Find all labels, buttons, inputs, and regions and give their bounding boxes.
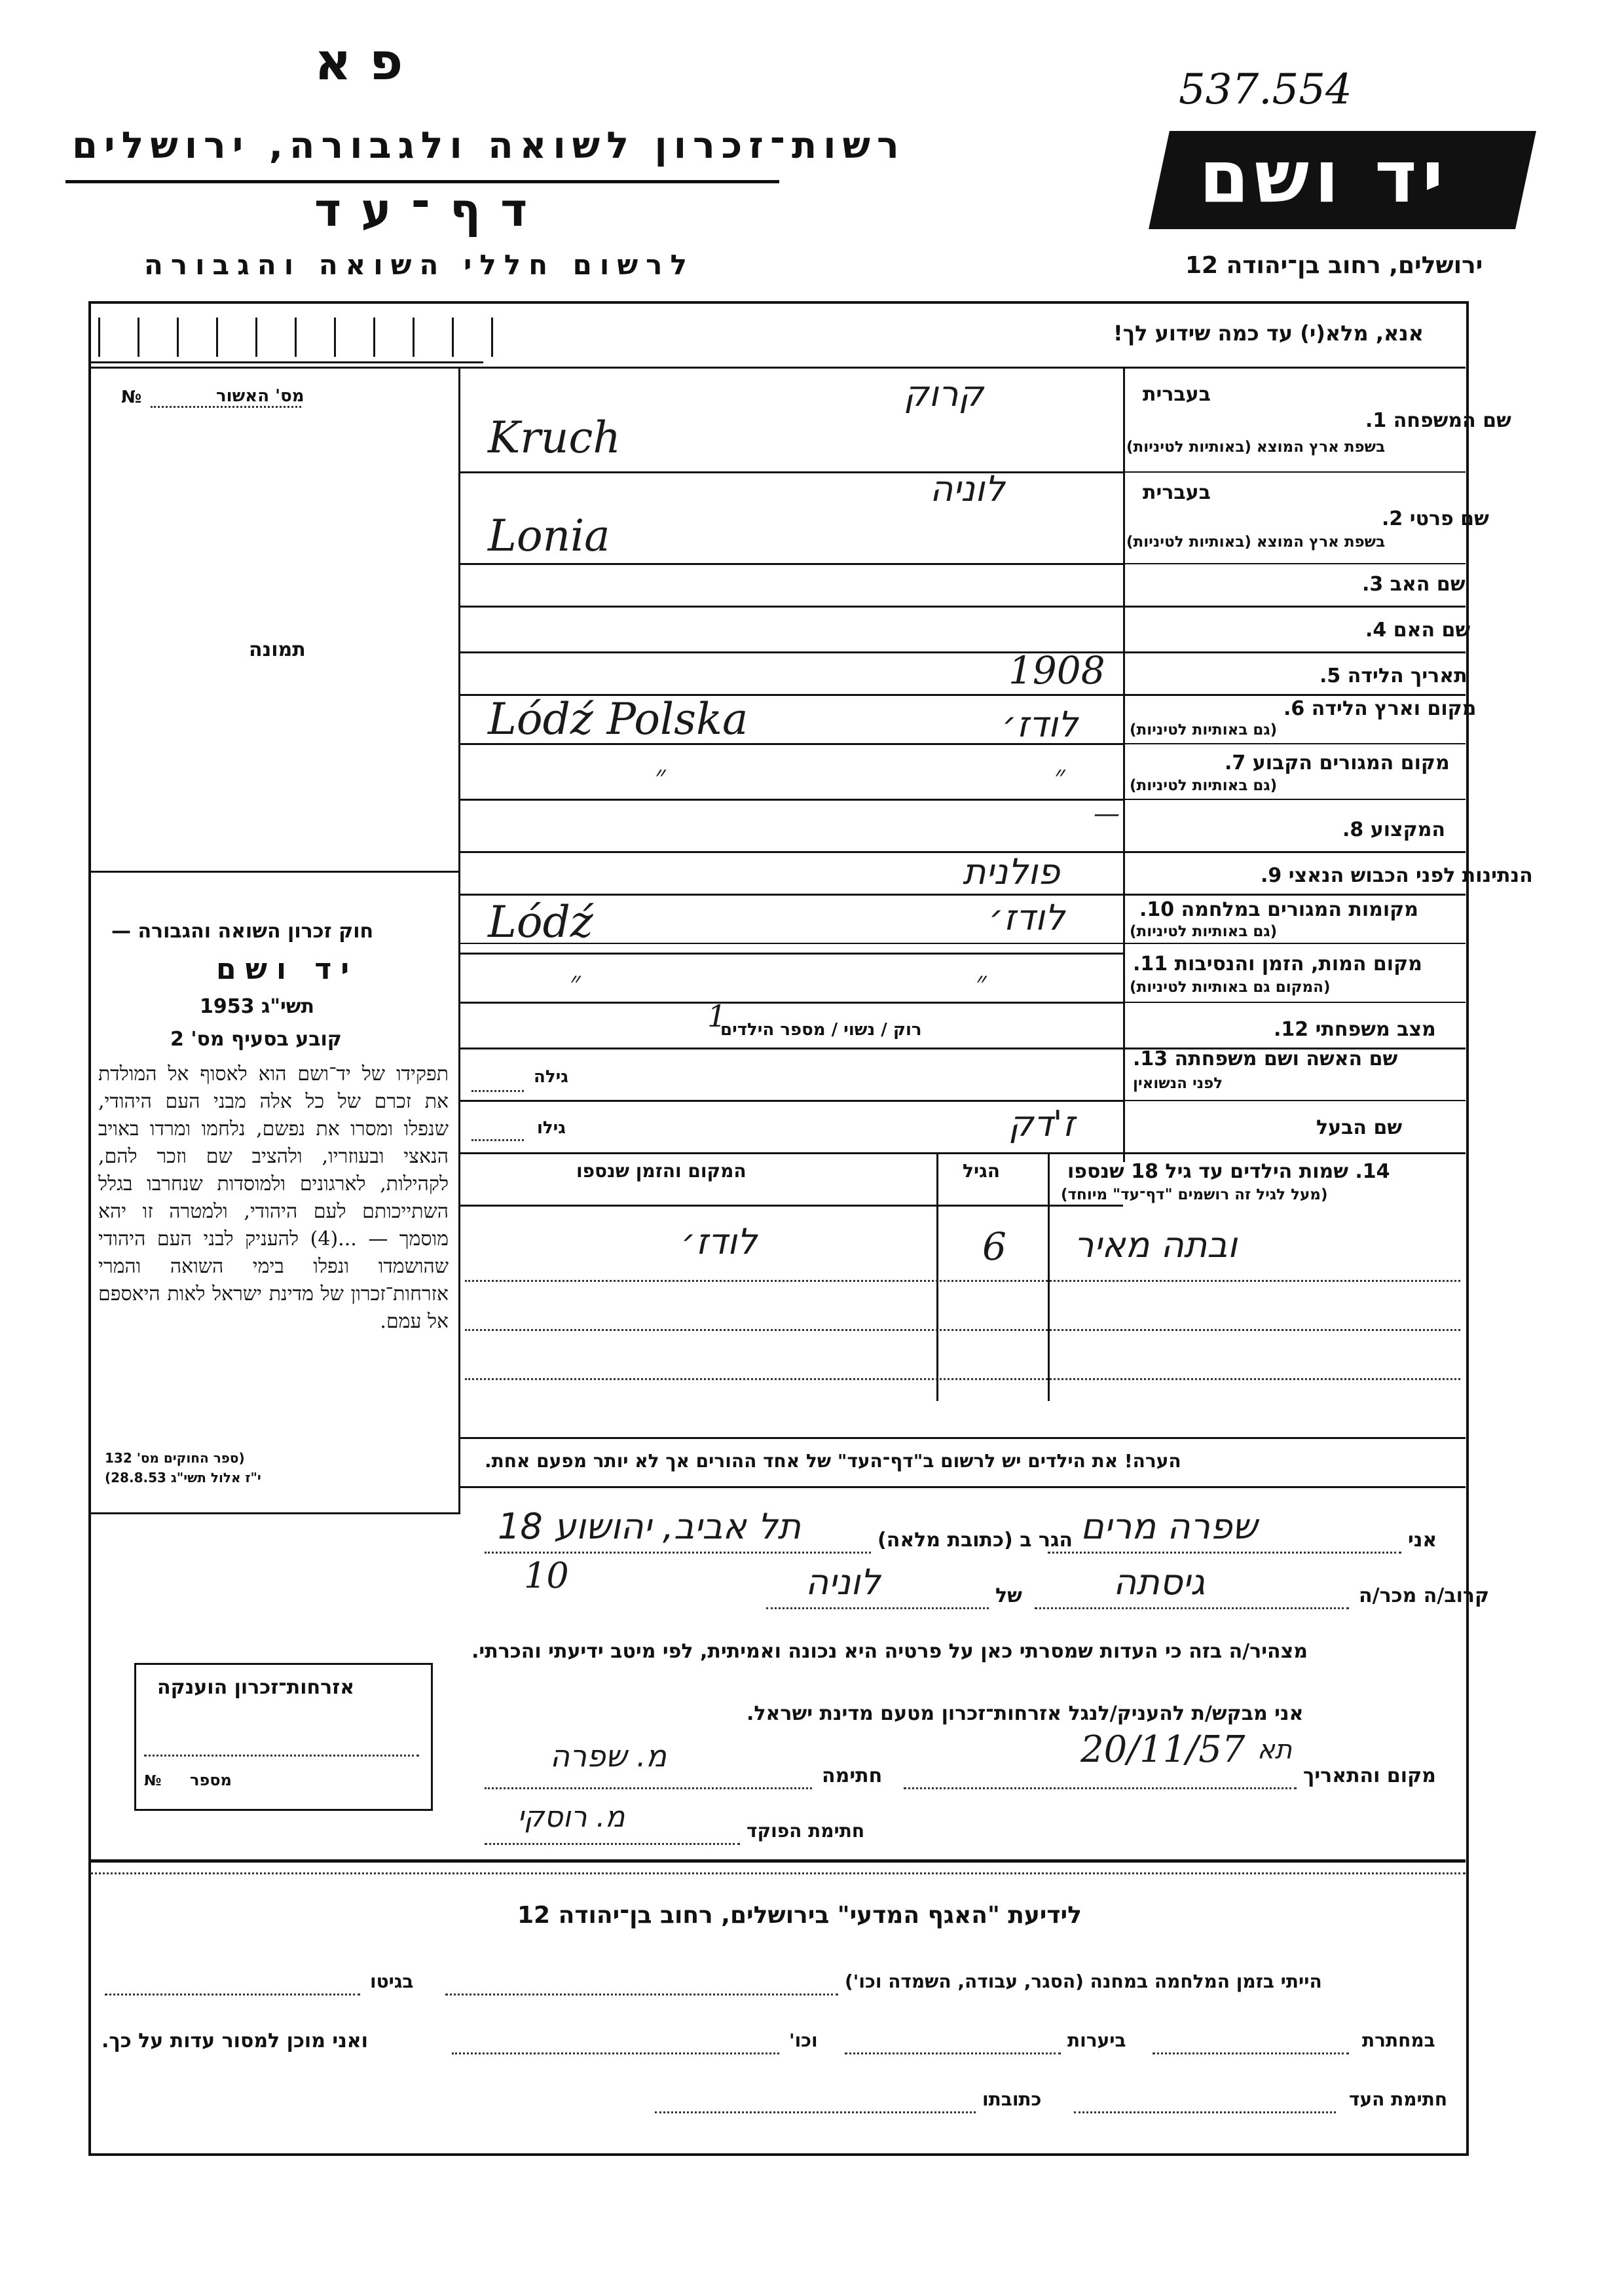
- logo-text: יד ושם: [1199, 135, 1449, 219]
- footer-forests: ביערות: [1067, 2030, 1126, 2051]
- decl-signature: חתימה: [822, 1764, 883, 1787]
- hw-death-mark2: ״: [976, 966, 987, 999]
- decl-request: אני מבקש/ת להעניק/לנגל אזרחות־זכרון מטעם מדינת ישראל.: [747, 1702, 1304, 1725]
- decl-declare: מצהיר/ה בזה כי העדות שמסרתי כאן על פרטיה היא נכונה ואמיתית, לפי מיטב ידיעתי והכרתי.: [471, 1640, 1308, 1663]
- husband-label: שם הבעל: [1316, 1116, 1403, 1139]
- hw-date: 20/11/57: [1080, 1728, 1246, 1771]
- children-age-col: הגיל: [963, 1160, 1000, 1182]
- citizenship-number-label: מספר: [190, 1771, 232, 1789]
- hw-officer-sign: מ. רוסקי: [517, 1800, 625, 1834]
- hw-birth-place-he: לודז׳: [1002, 704, 1079, 745]
- decl-officer: חתימת הפוקד: [747, 1820, 865, 1842]
- note: הערה! את הילדים יש לרשום ב"דף־העד" של אחד ההורים אך לא יותר מפעם אחת.: [485, 1450, 1181, 1472]
- footer-underground: במחתרת: [1362, 2030, 1435, 2051]
- field-4-label: שם האם 4.: [1365, 619, 1471, 642]
- footer-address: כתובתו: [982, 2088, 1042, 2110]
- footer-title: לידיעת "האגף המדעי" בירושלים, רחוב בן־יהודה 12: [517, 1902, 1082, 1929]
- field-2-sub: בשפת ארץ המוצא (באותיות לטיניות): [1126, 534, 1386, 551]
- field-1-label: שם המשפחה 1.: [1365, 409, 1511, 432]
- hw-of-name: לוניה: [805, 1561, 881, 1603]
- field-13-sub: לפני הנשואין: [1133, 1075, 1223, 1092]
- authority-line: רשות־זכרון לשואה ולגבורה, ירושלים: [72, 124, 906, 167]
- archive-number: 537.554: [1179, 65, 1352, 114]
- field-13-label: שם האשה ושם משפחתה 13.: [1133, 1048, 1398, 1070]
- hw-relation: גיסתה: [1113, 1561, 1206, 1603]
- hw-wartime-he: לודז׳: [989, 897, 1065, 938]
- hw-child-age: 6: [982, 1224, 1006, 1269]
- hw-death-mark: ״: [570, 966, 581, 999]
- field-6-label: מקום וארץ הלידה 6.: [1283, 697, 1477, 720]
- age-label-m: גילו: [537, 1118, 566, 1138]
- hw-surname-he: קרוק: [904, 373, 984, 414]
- field-5-label: תאריך הלידה 5.: [1320, 665, 1467, 687]
- field-12-label: מצב משפחתי 12.: [1274, 1018, 1436, 1041]
- field-8-label: המקצוע 8.: [1342, 818, 1446, 841]
- hw-nationality: פולנית: [963, 851, 1060, 892]
- instruction: אנא, מלא(י) עד כמה שידוע לך!: [1113, 321, 1424, 346]
- decl-place-date: מקום והתאריך: [1303, 1764, 1436, 1787]
- field-10-label: מקומות המגורים במלחמה 10.: [1139, 898, 1418, 921]
- children-place-col: המקום והזמן שנספו: [576, 1160, 747, 1182]
- hw-surname-latin: Kruch: [488, 412, 621, 463]
- law-title: חוק זכרון השואה והגבורה —: [111, 920, 374, 943]
- decl-residing: הגר ב (כתובת מלאה): [877, 1529, 1073, 1552]
- hw-witness-address: תל אביב, יהושוע 18: [498, 1506, 802, 1547]
- children-title: 14. שמות הילדים עד גיל 18 שנספו: [1067, 1160, 1390, 1183]
- hw-birth-year: 1908: [1008, 648, 1105, 693]
- marital-options: רוק / נשוי / מספר הילדים: [720, 1020, 922, 1040]
- law-source: (ספר החוקים מס' 132: [105, 1450, 245, 1466]
- hw-occupation: —: [1094, 799, 1120, 829]
- decl-i: אני: [1408, 1529, 1437, 1552]
- hw-wartime-latin: Lódź: [488, 897, 593, 947]
- hw-husband: ז'דק: [1008, 1103, 1075, 1144]
- header-address: ירושלים, רחוב בן־יהודה 12: [1185, 252, 1483, 279]
- footer-witness-sign: חתימת העד: [1349, 2088, 1448, 2110]
- field-2-label: שם פרטי 2.: [1382, 507, 1489, 530]
- field-7-label: מקום המגורים הקבוע 7.: [1225, 752, 1450, 774]
- approval-number: №: [121, 388, 142, 407]
- photo-label: תמונה: [249, 638, 306, 661]
- hw-first-he: לוניה: [930, 468, 1005, 509]
- field-6-sub: (גם באותיות לטיניות): [1130, 721, 1278, 738]
- form-title: דף־עד: [314, 183, 547, 237]
- field-7-sub: (גם באותיות לטיניות): [1130, 777, 1278, 794]
- field-1-sub: בשפת ארץ המוצא (באותיות לטיניות): [1126, 439, 1386, 456]
- yad-vashem-logo: [1149, 131, 1536, 229]
- law-clause: קובע בסעיף מס' 2: [170, 1028, 342, 1051]
- in-hebrew-1: בעברית: [1143, 383, 1211, 406]
- footer-etc: וכו': [789, 2030, 818, 2051]
- footer-line1: הייתי בזמן המלחמה במחנה (הסגר, עבודה, השמדה וכו'): [845, 1971, 1322, 1992]
- law-year: תשי"ג 1953: [200, 995, 315, 1018]
- in-hebrew-2: בעברית: [1143, 481, 1211, 504]
- approval-label: מס' האשור: [216, 386, 304, 406]
- law-text: תפקידו של יד־ושם הוא לאסוף אל המולדת את זכרם של כל אלה מבני העם היהודי, שנפלו ומסרו את נפשם, נלחמו ומרדו באויב הנאצי ובעוזריו, ולהציב שם וזכר להם, לקהילות, לארגונים ולמוסדות שנחרבו בגלל השתייכותם לעם היהודי, ולמטרה זו יהא מוסמך — ...(4) להעניק לבני העם היהודי שהושמדו ונפלו בימי השואה והמרי אזרחות־זכרון של מדינת ישראל לאות היאספם אל עמם.: [98, 1063, 449, 1333]
- top-mark: פ א: [314, 33, 403, 92]
- field-11-sub: (המקום גם באותיות לטיניות): [1130, 979, 1331, 996]
- hw-child-place: לודז׳: [681, 1221, 758, 1262]
- field-11-label: מקום המות, הזמן והנסיבות 11.: [1133, 953, 1422, 975]
- law-name: יד ושם: [216, 953, 359, 986]
- age-label-f: גילה: [534, 1067, 568, 1087]
- footer-ghetto: בגיטו: [370, 1971, 414, 1992]
- hw-residence-mark2: ״: [1054, 759, 1065, 793]
- decl-of: של: [995, 1584, 1022, 1607]
- citizenship-label: אזרחות־זכרון הוענקה: [157, 1676, 355, 1699]
- children-sub: (מעל לגיל זה רושמים "דף־עד" מיוחד): [1061, 1186, 1328, 1203]
- footer-ready: ואני מוכן למסור עדות על כך.: [101, 2030, 368, 2052]
- law-source-2: י"ז אלול תשי"ג 28.8.53): [105, 1470, 261, 1485]
- decl-relative: קרוב/ה מכר/ה: [1359, 1584, 1490, 1607]
- hw-witness-name: שפרה מרים: [1080, 1506, 1257, 1547]
- form-subtitle: לרשום חללי השואה והגבורה: [144, 249, 695, 281]
- field-3-label: שם האב 3.: [1362, 573, 1466, 596]
- hw-birth-place-latin: Lódź Polska: [488, 694, 748, 744]
- hw-sign: מ. שפרה: [550, 1738, 667, 1774]
- hw-witness-address-2: 10: [524, 1555, 569, 1596]
- hw-child-name: ובתה מאיר: [1074, 1224, 1238, 1266]
- field-9-label: הנתינות לפני הכבוש הנאצי 9.: [1261, 864, 1533, 887]
- hw-first-latin: Lonia: [488, 511, 610, 561]
- citizenship-number-sign: №: [144, 1773, 162, 1789]
- hw-place-prefix: תא: [1257, 1735, 1293, 1765]
- hw-residence-mark: ״: [655, 759, 666, 793]
- field-10-sub: (גם באותיות לטיניות): [1130, 923, 1278, 940]
- hw-children-count: 1: [707, 998, 727, 1034]
